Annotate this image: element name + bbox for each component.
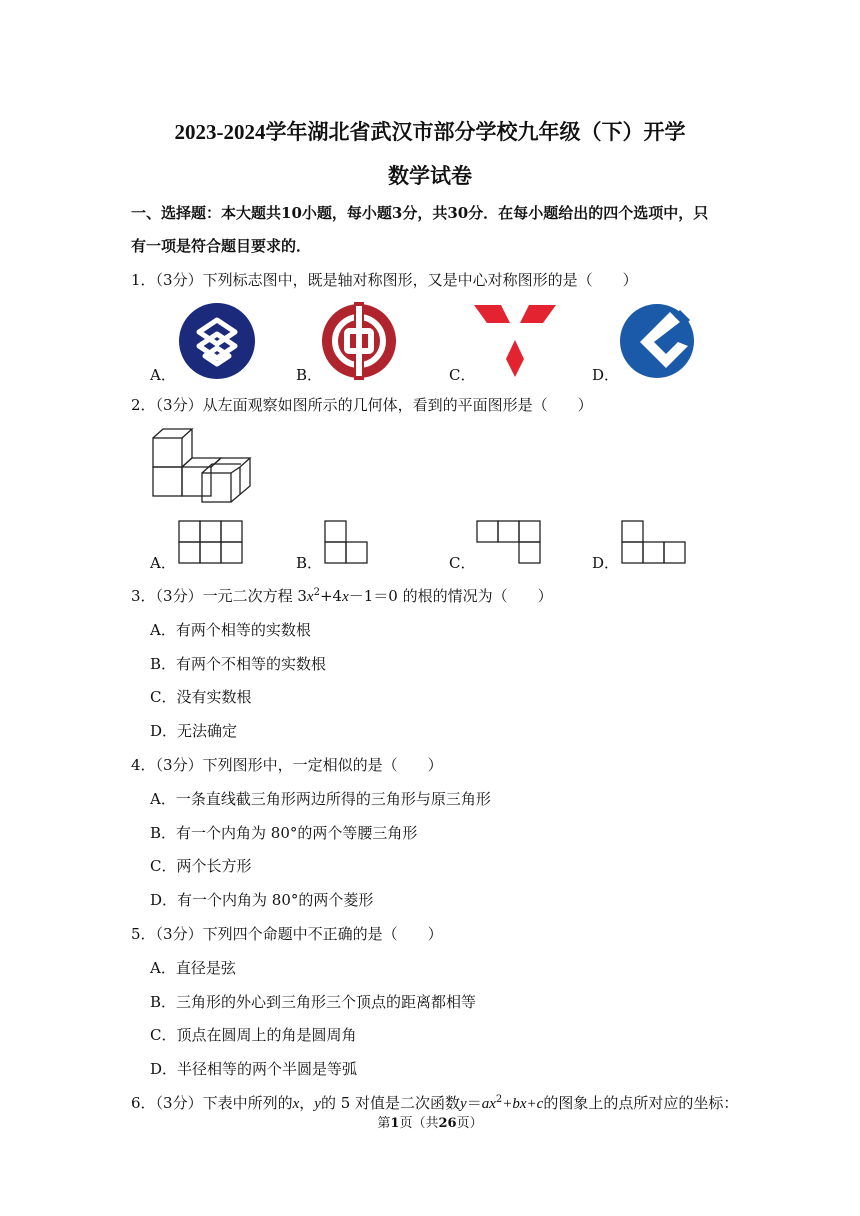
q1-option-a-label: A． [150,366,176,384]
question-4-stem: 4．（3分）下列图形中，一定相似的是（ ） [131,756,443,774]
q2-option-b-figure [324,520,370,564]
china-mobile-logo-icon [177,302,257,380]
q5-option-a: A．直径是弦 [150,959,236,977]
mitsubishi-logo-icon [474,304,556,378]
page-footer: 第1页（共26页） [377,1116,483,1131]
q4-option-d: D．有一个内角为 80°的两个菱形 [150,891,374,909]
cube-stack-solid-figure [150,426,256,504]
page-title: 2023-2024学年湖北省武汉市部分学校九年级（下）开学 [174,120,686,144]
question-6-stem: 6．（3分）下表中所列的x，y的 5 对值是二次函数$y=ax^2+bx+c$的图象上的点所对应的坐标： [131,1094,739,1112]
q2-option-d-label: D． [592,554,620,572]
q1-option-b-label: B． [296,366,323,384]
q2-option-b-label: B． [296,554,323,572]
question-5-stem: 5．（3分）下列四个命题中不正确的是（ ） [131,925,443,943]
q3-option-d: D．无法确定 [150,722,238,740]
q3-option-b: B．有两个不相等的实数根 [150,655,327,673]
q3-option-c: C．没有实数根 [150,688,252,706]
question-3-stem: 3．（3分）一元二次方程 $3x^2+4x-1=0$ 的根的情况为（ ） [131,587,553,605]
q5-option-b: B．三角形的外心到三角形三个顶点的距离都相等 [150,993,477,1011]
page-subtitle: 数学试卷 [388,164,472,188]
construction-bank-logo-icon [618,302,696,380]
q3-option-a: A．有两个相等的实数根 [150,621,311,639]
q4-option-a: A．一条直线截三角形两边所得的三角形与原三角形 [150,790,491,808]
q4-option-c: C．两个长方形 [150,857,252,875]
q2-option-c-figure [476,520,544,564]
bank-of-china-logo-icon [320,302,398,380]
question-1-stem: 1．（3分）下列标志图中，既是轴对称图形，又是中心对称图形的是（ ） [131,271,638,289]
q4-option-b: B．有一个内角为 80°的两个等腰三角形 [150,824,418,842]
q2-option-d-figure [621,520,689,564]
q5-option-d: D．半径相等的两个半圆是等弧 [150,1060,358,1078]
q5-option-c: C．顶点在圆周上的角是圆周角 [150,1026,357,1044]
q2-option-a-label: A． [150,554,176,572]
section-header-line1: 一、选择题：本大题共10小题，每小题3分，共30分．在每小题给出的四个选项中，只 [131,204,709,222]
q2-option-a-figure [178,520,244,564]
section-header-line2: 有一项是符合题目要求的． [131,237,312,255]
q1-option-c-label: C． [449,366,476,384]
q1-option-d-label: D． [592,366,620,384]
q2-option-c-label: C． [449,554,476,572]
question-2-stem: 2．（3分）从左面观察如图所示的几何体，看到的平面图形是（ ） [131,396,593,414]
